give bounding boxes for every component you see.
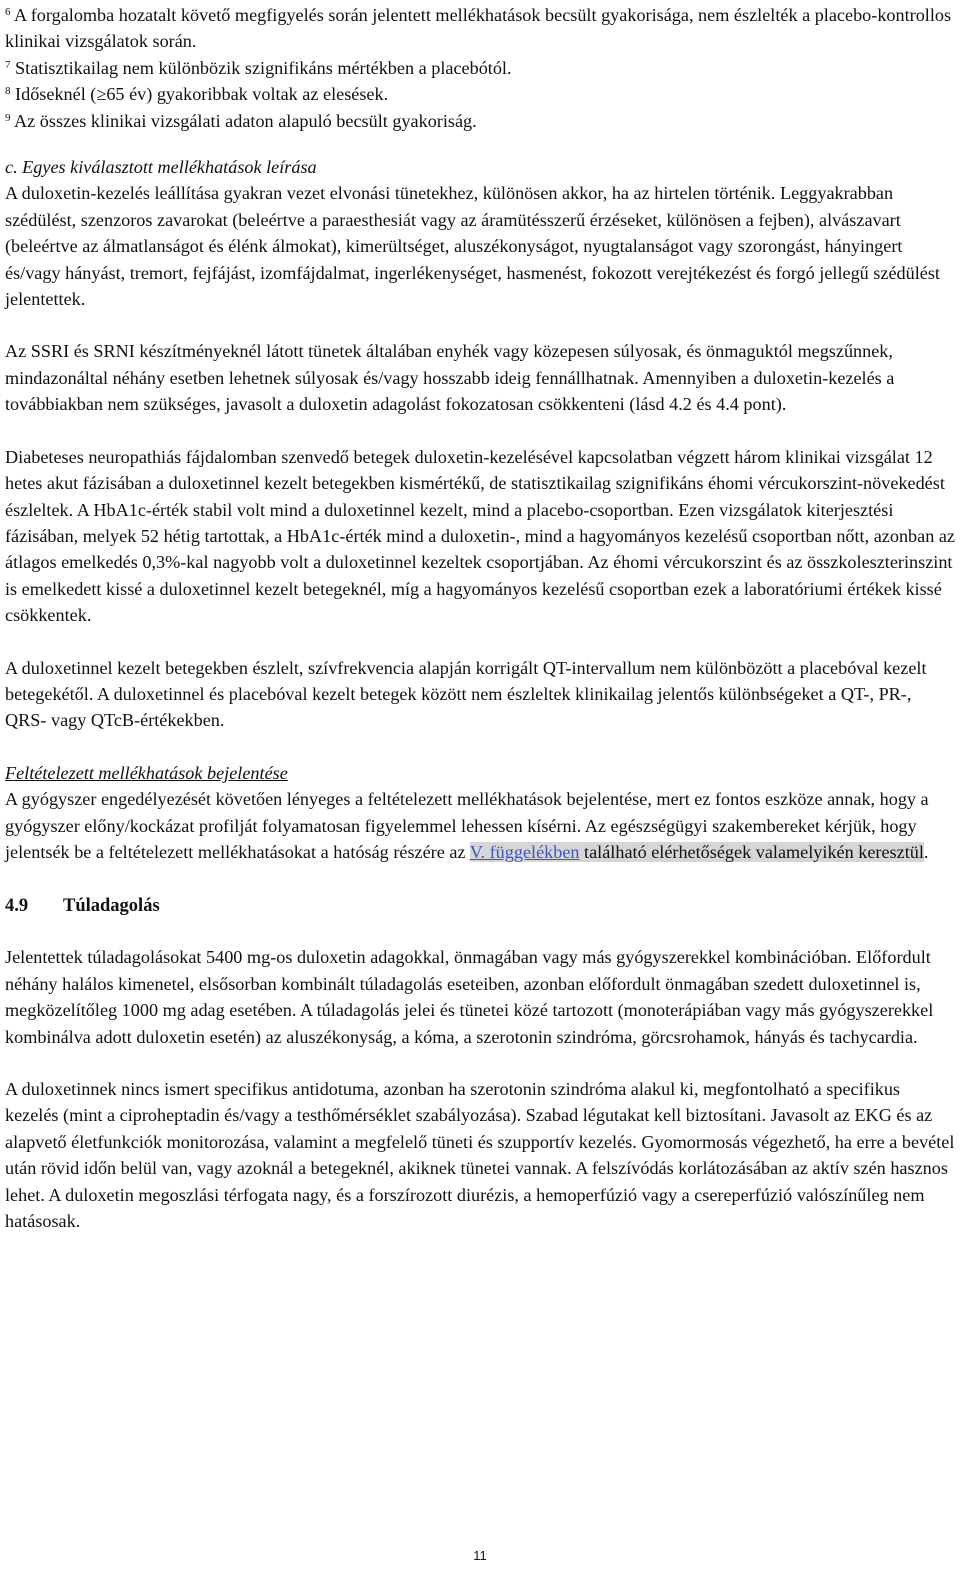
section-c-heading: c. Egyes kiválasztott mellékhatások leírása [5,157,317,178]
footnote-number: 9 [5,111,11,124]
footnote-text: Statisztikailag nem különbözik szignifikáns mértékben a placebótól. [15,57,512,78]
qt-paragraph: A duloxetinnel kezelt betegekben észlelt, szívfrekvencia alapján korrigált QT-intervallum nem különbözött a placebóval kezelt betegekétől. A duloxetinnel és placebóval kezelt betegek között nem észleltek klinikailag jelentős különbségeket a QT-, PR-, QRS- vagy QTcB-értékekben. [5,657,927,731]
diabetes-paragraph: Diabeteses neuropathiás fájdalomban szenvedő betegek duloxetin-kezelésével kapcsolatban végzett három klinikai vizsgálat 12 hetes akut fázisában a duloxetinnel kezelt betegekben kismértékű, de statisztikailag szignifikáns éhomi vércukorszint-növekedést észleltek. A HbA1c-érték stabil volt mind a duloxetinnel kezelt, mind a placebo-csoportban. Ezen vizsgálatok kiterjesztési fázisában, melyek 52 hétig tartottak, a HbA1c-érték mind a duloxetin-, mind a hagyományos kezelésű csoportban nőtt, azonban az átlagos emelkedés 0,3%-kal nagyobb volt a duloxetinnel kezeltek csoportjában. Az éhomi vércukorszint és az összkoleszterinszint is emelkedett kissé a duloxetinnel kezelt betegeknél, míg a hagyományos kezelésű csoportban ezek a laboratóriumi értékek kissé csökkentek. [5,446,955,626]
footnote-text: A forgalomba hozatalt követő megfigyelés során jelentett mellékhatások becsült gyakorisága, nem észlelték a placebo-kontrollos klinikai vizsgálatok során. [5,5,952,52]
footnote-text: Időseknél (≥65 év) gyakoribbak voltak az elesések. [15,84,389,105]
antidote-paragraph: A duloxetinnek nincs ismert specifikus antidotuma, azonban ha szerotonin szindróma alakul ki, megfontolható a specifikus kezelés (mint a ciproheptadin és/vagy a testhőmérséklet szabályozása). Szabad légutakat kell biztosítani. Javasolt az EKG és az alapvető életfunkciók monitorozása, valamint a megfelelő tüneti és szupportív kezelés. Gyomormosás végezhető, ha erre a bevétel után rövid időn belül van, vagy azoknál a betegeknél, akiknek tünetei vannak. A felszívódás korlátozásában az aktív szén hasznos lehet. A duloxetin megoszlási térfogata nagy, és a forszírozott diurézis, a hemoperfúzió vagy a csereperfúzió valószínűleg nem hatásosak. [5,1079,955,1232]
footnote-number: 6 [5,6,11,18]
footnote-8 [5,81,955,107]
footnote-9 [5,108,955,134]
footnote-number: 8 [5,85,11,98]
reporting-heading: Feltételezett mellékhatások bejelentése [5,762,288,783]
section-title: Túladagolás [63,896,160,917]
overdose-paragraph: Jelentettek túladagolásokat 5400 mg-os duloxetin adagokkal, önmagában vagy más gyógyszerekkel kombinációban. Előfordult néhány halálos kimenetel, elsősorban kombinált túladagolás eseteiben, azonban előfordult önmagában szedett duloxetinnel is, megközelítőleg 1000 mg adag esetében. A túladagolás jelei és tünetei közé tartozott (monoterápiában vagy más gyógyszerekkel kombinálva adott duloxetin esetén) az aluszékonyság, a kóma, a szerotonin szindróma, görcsrohamok, hányás és tachycardia. [5,947,934,1047]
reporting-paragraph [5,786,955,865]
withdrawal-paragraph: A duloxetin-kezelés leállítása gyakran vezet elvonási tünetekhez, különösen akkor, ha az hirtelen történik. Leggyakrabban szédülést, szenzoros zavarokat (beleértve a paraesthesiát vagy az áramütésszerű érzéseket, különösen a fejben), alvászavart (beleértve az álmatlanságot és élénk álmokat), kimerültséget, aluszékonyságot, nyugtalanságot vagy szorongást, hányingert és/vagy hányást, tremort, fejfájást, izomfájdalmat, ingerlékenységet, hasmenést, fokozott verejtékezést és forgó jellegű szédülést jelentettek. [5,183,940,310]
page-number: 11 [473,1548,487,1563]
footnotes [5,2,955,134]
section-4-9-heading [5,893,955,919]
ssri-paragraph: Az SSRI és SRNI készítményeknél látott tünetek általában enyhék vagy közepesen súlyosak, és önmaguktól megszűnnek, mindazonáltal néhány esetben lehetnek súlyosak és/vagy hosszabb ideig fennállhatnak. Amennyiben a duloxetin-kezelés a továbbiakban nem szükséges, javasolt a duloxetin adagolást fokozatosan csökkenteni (lásd 4.2 és 4.4 pont). [5,341,895,415]
footnote-number: 7 [5,58,11,71]
footnote-7 [5,55,955,81]
reporting-text-highlighted: található elérhetőségek valamelyikén keresztül [579,841,924,862]
footnote-6 [5,2,955,55]
reporting-text: A gyógyszer engedélyezését követően lényeges a feltételezett mellékhatások bejelentése, mert ez fontos eszköze annak, hogy a gyógyszer előny/kockázat profilját folyamatosan figyelemmel lehessen kísérni. Az egészségügyi szakembereket kérjük, hogy jelentsék be a feltételezett mellékhatásokat a hatóság részére az [5,789,929,862]
reporting-text-end: . [923,841,929,862]
section-number: 4.9 [5,896,29,917]
appendix-v-link[interactable]: V. függelékben [469,841,580,862]
document-page [5,2,955,1234]
footnote-text: Az összes klinikai vizsgálati adaton alapuló becsült gyakoriság. [14,110,477,131]
